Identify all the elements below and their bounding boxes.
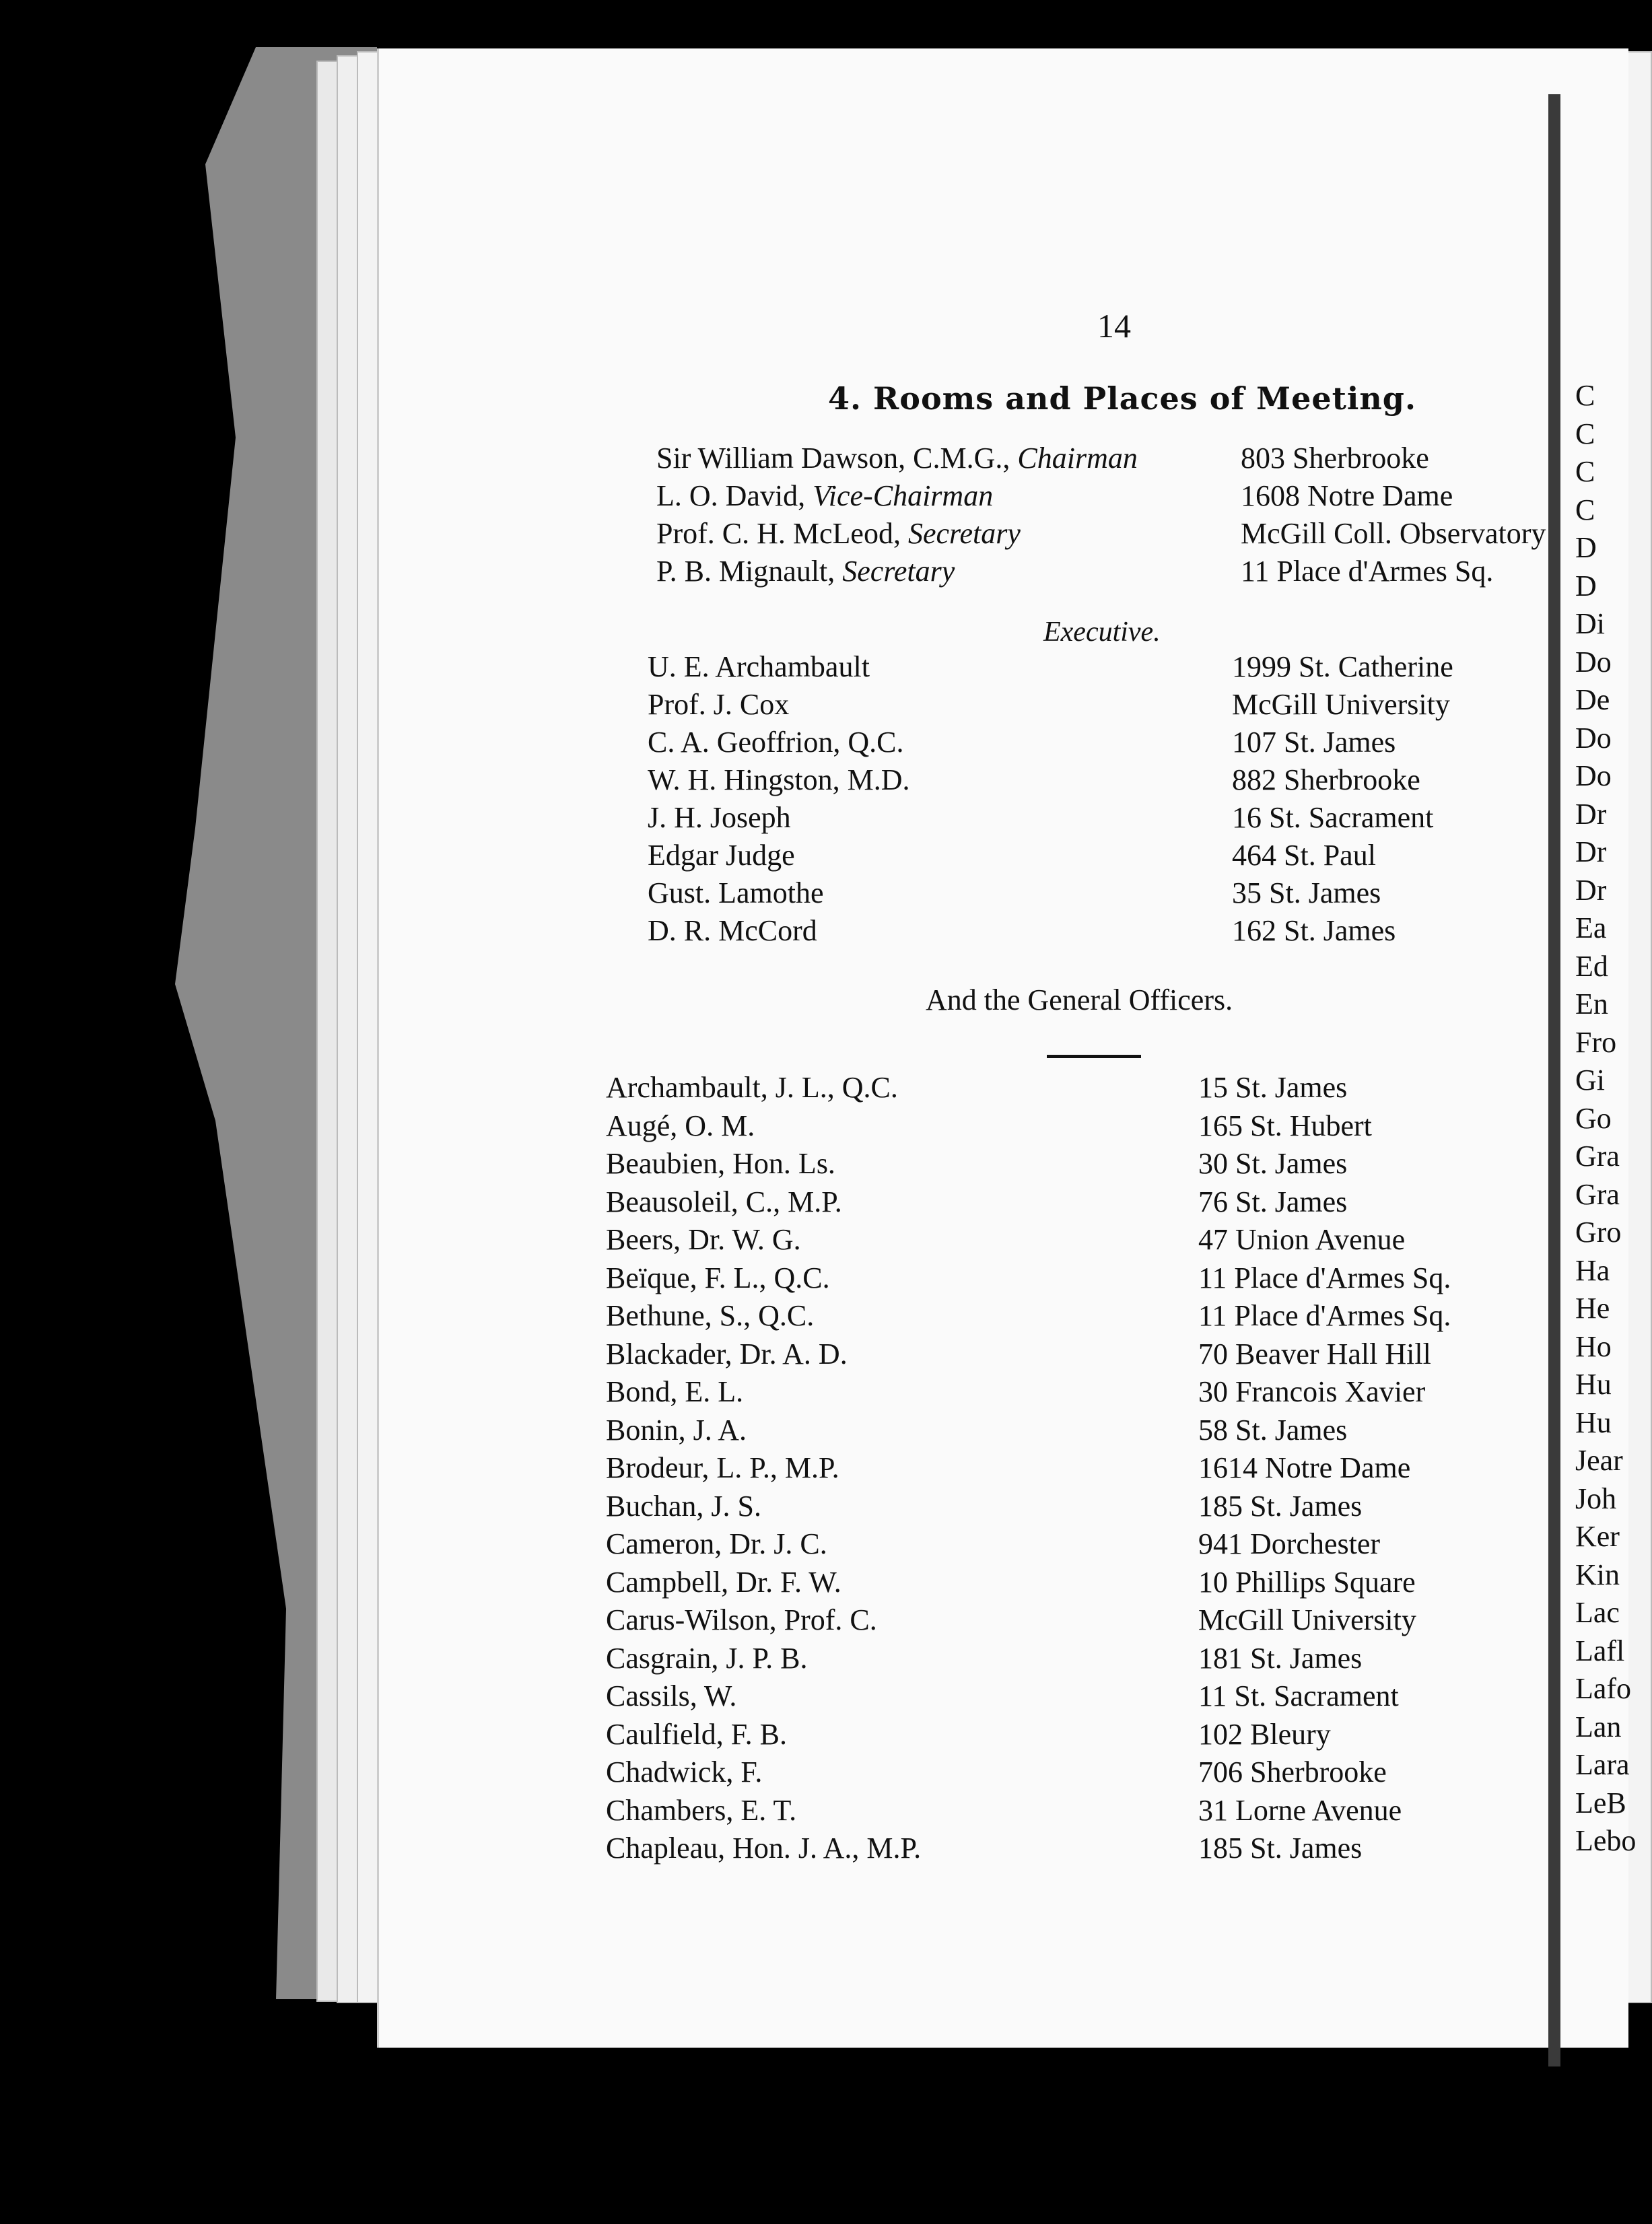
entry-name-text: D. R. McCord (648, 914, 817, 947)
fragment-line: Di (1575, 607, 1605, 640)
entry-name (606, 1451, 839, 1485)
fragment-line: Dr (1575, 835, 1607, 868)
entry-address: 941 Dorchester (1198, 1527, 1381, 1560)
entry-address: 464 St. Paul (1232, 839, 1376, 872)
entry-address: McGill University (1198, 1603, 1416, 1636)
fragment-line: De (1575, 683, 1610, 716)
entry-name-text: Bond, E. L. (606, 1375, 744, 1408)
entry-name (606, 1070, 898, 1105)
fragment-line: Ea (1575, 911, 1607, 944)
entry-address: 76 St. James (1198, 1185, 1348, 1218)
entry-name (606, 1413, 747, 1447)
entry-name-text: W. H. Hingston, M.D. (648, 763, 910, 796)
entry-address: 181 St. James (1198, 1641, 1363, 1675)
fragment-line: En (1575, 987, 1608, 1020)
entry-name (656, 554, 955, 588)
entry-name-text: Campbell, Dr. F. W. (606, 1565, 841, 1599)
fragment-line: Go (1575, 1101, 1612, 1135)
fragment-line: Dr (1575, 797, 1607, 831)
fragment-line: Ker (1575, 1520, 1620, 1553)
fragment-line: LeB (1575, 1786, 1626, 1819)
entry-name-text: Blackader, Dr. A. D. (606, 1337, 848, 1370)
entry-address: 70 Beaver Hall Hill (1198, 1337, 1431, 1370)
entry-name (606, 1146, 835, 1181)
next-page-fragment-column (1575, 377, 1637, 1966)
fragment-line: Ho (1575, 1329, 1612, 1363)
entry-name (606, 1641, 807, 1675)
fragment-line: Fro (1575, 1025, 1617, 1059)
entry-name (606, 1337, 848, 1371)
entry-name (606, 1565, 841, 1599)
entry-address: 185 St. James (1198, 1832, 1363, 1865)
entry-name-text: Prof. J. Cox (648, 688, 790, 721)
entry-name-text: Chadwick, F. (606, 1756, 763, 1788)
entry-name-text: Chapleau, Hon. J. A., M.P. (606, 1832, 922, 1865)
fragment-line: Gra (1575, 1177, 1620, 1211)
entry-address: 1999 St. Catherine (1232, 650, 1453, 683)
fragment-line: Do (1575, 721, 1612, 755)
entry-role: Chairman (1017, 442, 1138, 475)
fragment-line: Lafo (1575, 1672, 1632, 1705)
entry-name-text: P. B. Mignault, (656, 555, 843, 588)
entry-address: 803 Sherbrooke (1241, 442, 1429, 475)
entry-address: 16 St. Sacrament (1232, 801, 1434, 834)
entry-address: 10 Phillips Square (1198, 1565, 1416, 1599)
entry-name-text: Cameron, Dr. J. C. (606, 1527, 827, 1560)
entry-name-text: Bonin, J. A. (606, 1413, 747, 1447)
entry-role: Vice-Chairman (813, 479, 994, 512)
fragment-line: Gro (1575, 1216, 1622, 1249)
entry-name-text: Archambault, J. L., Q.C. (606, 1071, 898, 1104)
entry-name (606, 1298, 814, 1333)
entry-address: 1614 Notre Dame (1198, 1451, 1411, 1484)
section-divider (1047, 1055, 1141, 1058)
entry-address: 47 Union Avenue (1198, 1223, 1406, 1256)
book-page (377, 48, 1637, 2048)
entry-name (656, 441, 1138, 475)
entry-name-text: C. A. Geoffrion, Q.C. (648, 726, 904, 759)
entry-name (606, 1679, 736, 1713)
entry-name (648, 800, 791, 835)
entry-name-text: Casgrain, J. P. B. (606, 1641, 808, 1675)
entry-address: 102 Bleury (1198, 1717, 1331, 1751)
entry-name-text: Beers, Dr. W. G. (606, 1223, 801, 1256)
entry-address: 11 Place d'Armes Sq. (1198, 1299, 1451, 1332)
entry-address: 30 St. James (1198, 1147, 1348, 1180)
entry-address: 35 St. James (1232, 876, 1381, 909)
entry-name-text: Cassils, W. (606, 1679, 737, 1712)
entry-address: 31 Lorne Avenue (1198, 1793, 1402, 1827)
entry-address: 11 Place d'Armes Sq. (1198, 1261, 1451, 1294)
entry-address: 882 Sherbrooke (1232, 763, 1420, 796)
entry-address: 185 St. James (1198, 1489, 1363, 1523)
fragment-line: Jear (1575, 1444, 1623, 1477)
entry-name (648, 650, 870, 684)
fragment-line: C (1575, 493, 1595, 526)
entry-name (606, 1489, 761, 1523)
entry-role: Secretary (907, 517, 1021, 550)
entry-address: McGill University (1232, 688, 1450, 721)
fragment-line: Gra (1575, 1140, 1620, 1173)
fragment-line: Lan (1575, 1710, 1622, 1743)
fragment-line: Joh (1575, 1482, 1617, 1515)
book-gutter (1548, 94, 1560, 2066)
entry-address: 165 St. Hubert (1198, 1109, 1372, 1142)
entry-address: 11 St. Sacrament (1198, 1679, 1399, 1712)
entry-name (648, 687, 789, 722)
fragment-line: D (1575, 531, 1597, 564)
entry-name-text: Edgar Judge (648, 839, 795, 872)
entry-name-text: Buchan, J. S. (606, 1489, 761, 1523)
entry-address: 15 St. James (1198, 1071, 1348, 1104)
entry-name (606, 1109, 755, 1143)
fragment-line: Ed (1575, 949, 1608, 983)
entry-name-text: Caulfield, F. B. (606, 1717, 788, 1751)
fragment-line: Kin (1575, 1558, 1620, 1591)
entry-name-text: L. O. David, (656, 479, 813, 512)
entry-name (606, 1831, 921, 1865)
entry-name-text: Gust. Lamothe (648, 876, 824, 909)
fragment-line: C (1575, 379, 1595, 412)
general-officers-note: And the General Officers. (926, 983, 1233, 1016)
fragment-line: Lara (1575, 1748, 1630, 1781)
fragment-line: Hu (1575, 1405, 1612, 1439)
entry-name (606, 1755, 762, 1789)
entry-name-text: Chambers, E. T. (606, 1793, 797, 1827)
fragment-line: C (1575, 417, 1595, 450)
fragment-line: Lebo (1575, 1824, 1637, 1857)
entry-role: Secretary (842, 555, 955, 588)
executive-heading: Executive. (1043, 617, 1161, 648)
entry-name-text: Brodeur, L. P., M.P. (606, 1451, 839, 1484)
entry-name (606, 1793, 796, 1828)
entry-name (648, 763, 910, 797)
entry-name (648, 913, 817, 948)
entry-name-text: U. E. Archambault (648, 650, 870, 683)
fragment-line: Ha (1575, 1253, 1610, 1287)
entry-name (648, 725, 904, 759)
entry-address: 162 St. James (1232, 914, 1396, 947)
entry-name (648, 876, 824, 910)
fragment-line: Dr (1575, 873, 1607, 907)
fragment-line: C (1575, 455, 1595, 488)
page-number: 14 (1097, 307, 1131, 345)
fragment-line: D (1575, 569, 1597, 602)
entry-name (606, 1527, 827, 1561)
entry-address: 107 St. James (1232, 726, 1396, 759)
entry-name (606, 1603, 877, 1637)
fragment-line: Do (1575, 645, 1612, 679)
entry-name (606, 1717, 787, 1751)
entry-name-text: Carus-Wilson, Prof. C. (606, 1603, 877, 1636)
fragment-line: Lafl (1575, 1634, 1625, 1667)
entry-address: 30 Francois Xavier (1198, 1375, 1426, 1408)
fragment-line: He (1575, 1292, 1610, 1325)
entry-name (606, 1222, 801, 1257)
entry-address: McGill Coll. Observatory (1241, 517, 1546, 550)
entry-name-text: Augé, O. M. (606, 1109, 755, 1142)
entry-name-text: Beaubien, Hon. Ls. (606, 1147, 835, 1180)
fragment-line: Lac (1575, 1596, 1620, 1629)
entry-name (656, 479, 993, 513)
fragment-line: Do (1575, 759, 1612, 792)
entry-address: 58 St. James (1198, 1413, 1348, 1447)
entry-name-text: Beïque, F. L., Q.C. (606, 1261, 830, 1294)
entry-name (648, 838, 795, 872)
entry-address: 706 Sherbrooke (1198, 1756, 1387, 1788)
entry-name (606, 1185, 842, 1219)
entry-name-text: Bethune, S., Q.C. (606, 1299, 815, 1332)
entry-name-text: Sir William Dawson, C.M.G., (656, 442, 1018, 475)
fragment-line: Hu (1575, 1368, 1612, 1401)
entry-address: 1608 Notre Dame (1241, 479, 1453, 512)
section-title: 4. Rooms and Places of Meeting. (828, 380, 1416, 417)
entry-name-text: Beausoleil, C., M.P. (606, 1185, 842, 1218)
entry-name-text: J. H. Joseph (648, 801, 791, 834)
entry-address: 11 Place d'Armes Sq. (1241, 555, 1494, 588)
entry-name (606, 1261, 830, 1295)
entry-name (606, 1375, 743, 1409)
entry-name-text: Prof. C. H. McLeod, (656, 517, 908, 550)
entry-name (656, 516, 1021, 551)
fragment-line: Gi (1575, 1064, 1605, 1097)
